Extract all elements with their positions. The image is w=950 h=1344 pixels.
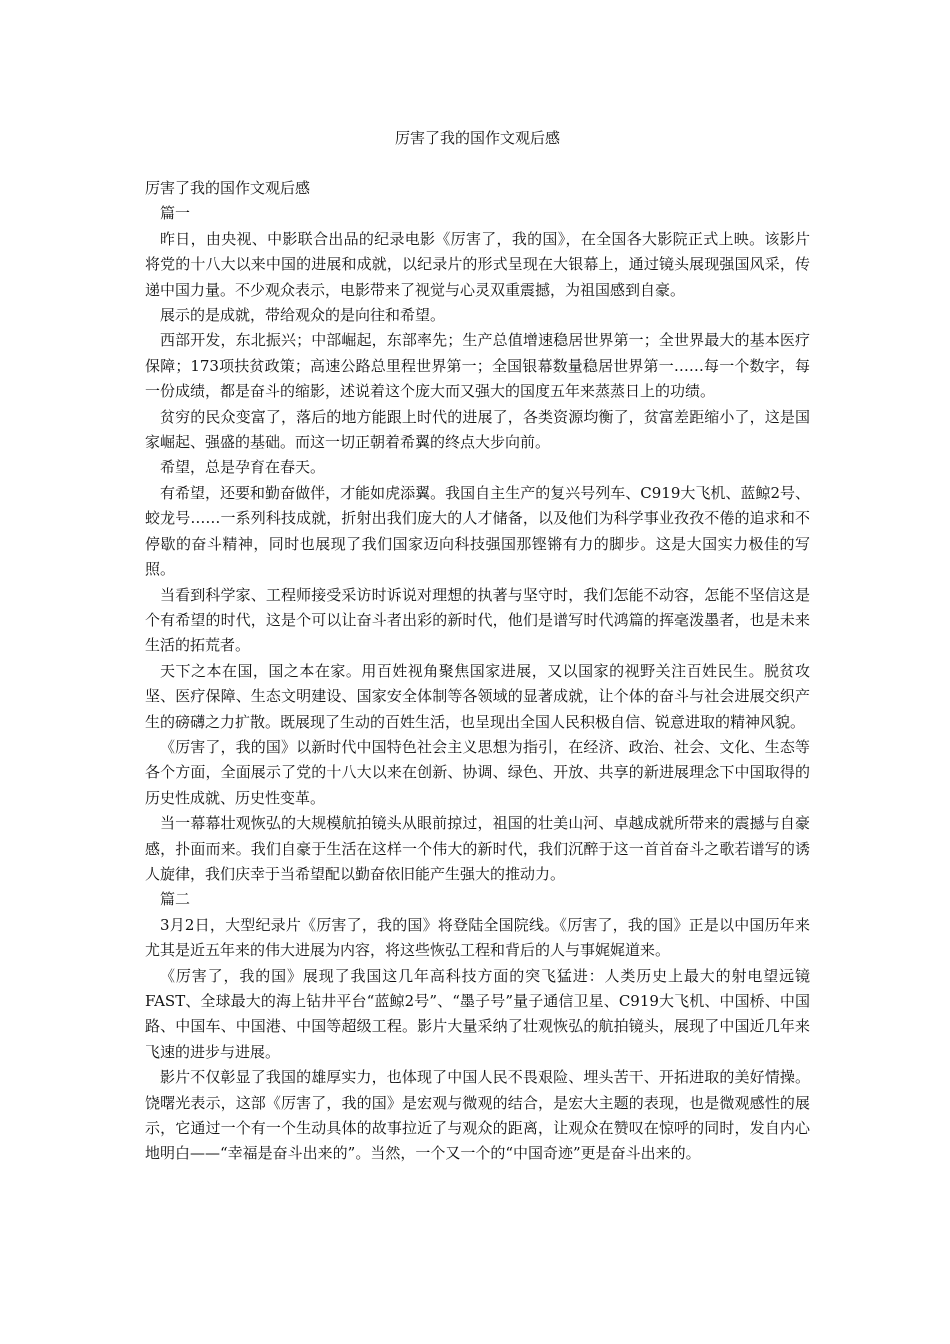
paragraph: 《厉害了，我的国》以新时代中国特色社会主义思想为指引，在经济、政治、社会、文化、生态等各个方面，全面展示了党的十八大以来在创新、协调、绿色、开放、共享的新进展理念下中国取得的历史性成就、历史性变革。 xyxy=(145,737,810,807)
document-body xyxy=(145,176,810,1167)
paragraph: 天下之本在国，国之本在家。用百姓视角聚焦国家进展，又以国家的视野关注百姓民生。脱贫攻坚、医疗保障、生态文明建设、国家安全体制等各领域的显著成就，让个体的奋斗与社会进展交织产生的磅礴之力扩散。既展现了生动的百姓生活，也呈现出全国人民积极自信、锐意进取的精神风貌。 xyxy=(145,661,810,731)
paragraph: 西部开发，东北振兴；中部崛起，东部率先；生产总值增速稳居世界第一；全世界最大的基本医疗保障；173项扶贫政策；高速公路总里程世界第一；全国银幕数量稳居世界第一……每一个数字，每一份成绩，都是奋斗的缩影，述说着这个庞大而又强大的国度五年来蒸蒸日上的功绩。 xyxy=(145,331,810,401)
paragraph: 影片不仅彰显了我国的雄厚实力，也体现了中国人民不畏艰险、埋头苦干、开拓进取的美好情操。饶曙光表示，这部《厉害了，我的国》是宏观与微观的结合，是宏大主题的表现，也是微观感性的展示，它通过一个有一个生动具体的故事拉近了与观众的距离，让观众在赞叹在惊呼的同时，发自内心地明白——“幸福是奋斗出来的”。当然，一个又一个的“中国奇迹”更是奋斗出来的。 xyxy=(145,1068,810,1163)
paragraph: 贫穷的民众变富了，落后的地方能跟上时代的进展了，各类资源均衡了，贫富差距缩小了，这是国家崛起、强盛的基础。而这一切正朝着希翼的终点大步向前。 xyxy=(145,407,810,452)
paragraph: 3月2日，大型纪录片《厉害了，我的国》将登陆全国院线。《厉害了，我的国》正是以中国历年来尤其是近五年来的伟大进展为内容，将这些恢弘工程和背后的人与事娓娓道来。 xyxy=(145,915,810,960)
section-heading: 篇二 xyxy=(160,890,191,909)
paragraph: 展示的是成就，带给观众的是向往和希望。 xyxy=(160,306,446,325)
paragraph: 当一幕幕壮观恢弘的大规模航拍镜头从眼前掠过，祖国的壮美山河、卓越成就所带来的震撼与自豪感，扑面而来。我们自豪于生活在这样一个伟大的新时代，我们沉醉于这一首首奋斗之歌若谱写的诱人旋律，我们庆幸于当希望配以勤奋依旧能产生强大的推动力。 xyxy=(145,814,810,883)
section-heading: 篇一 xyxy=(160,204,191,223)
paragraph: 昨日，由央视、中影联合出品的纪录电影《厉害了，我的国》，在全国各大影院正式上映。该影片将党的十八大以来中国的进展和成就，以纪录片的形式呈现在大银幕上，通过镜头展现强国风采，传递中国力量。不少观众表示，电影带来了视觉与心灵双重震撼，为祖国感到自豪。 xyxy=(145,229,810,299)
document-title: 厉害了我的国作文观后感 xyxy=(394,129,560,147)
paragraph: 希望，总是孕育在春天。 xyxy=(160,458,326,477)
document-subtitle: 厉害了我的国作文观后感 xyxy=(145,179,311,197)
paragraph: 《厉害了，我的国》展现了我国这几年高科技方面的突飞猛进：人类历史上最大的射电望远镜FAST、全球最大的海上钻井平台“蓝鲸2号”、“墨子号”量子通信卫星、C919大飞机、中国桥、中国路、中国车、中国港、中国等超级工程。影片大量采纳了壮观恢弘的航拍镜头，展现了中国近几年来飞速的进步与进展。 xyxy=(145,966,810,1061)
paragraph: 当看到科学家、工程师接受采访时诉说对理想的执著与坚守时，我们怎能不动容，怎能不坚信这是个有希望的时代，这是个可以让奋斗者出彩的新时代，他们是谱写时代鸿篇的挥毫泼墨者，也是未来生活的拓荒者。 xyxy=(145,585,810,655)
paragraph: 有希望，还要和勤奋做伴，才能如虎添翼。我国自主生产的复兴号列车、C919大飞机、蓝鲸2号、蛟龙号……一系列科技成就，折射出我们庞大的人才储备，以及他们为科学事业孜孜不倦的追求和不停歇的奋斗精神，同时也展现了我们国家迈向科技强国那铿锵有力的脚步。这是大国实力极佳的写照。 xyxy=(145,483,810,579)
